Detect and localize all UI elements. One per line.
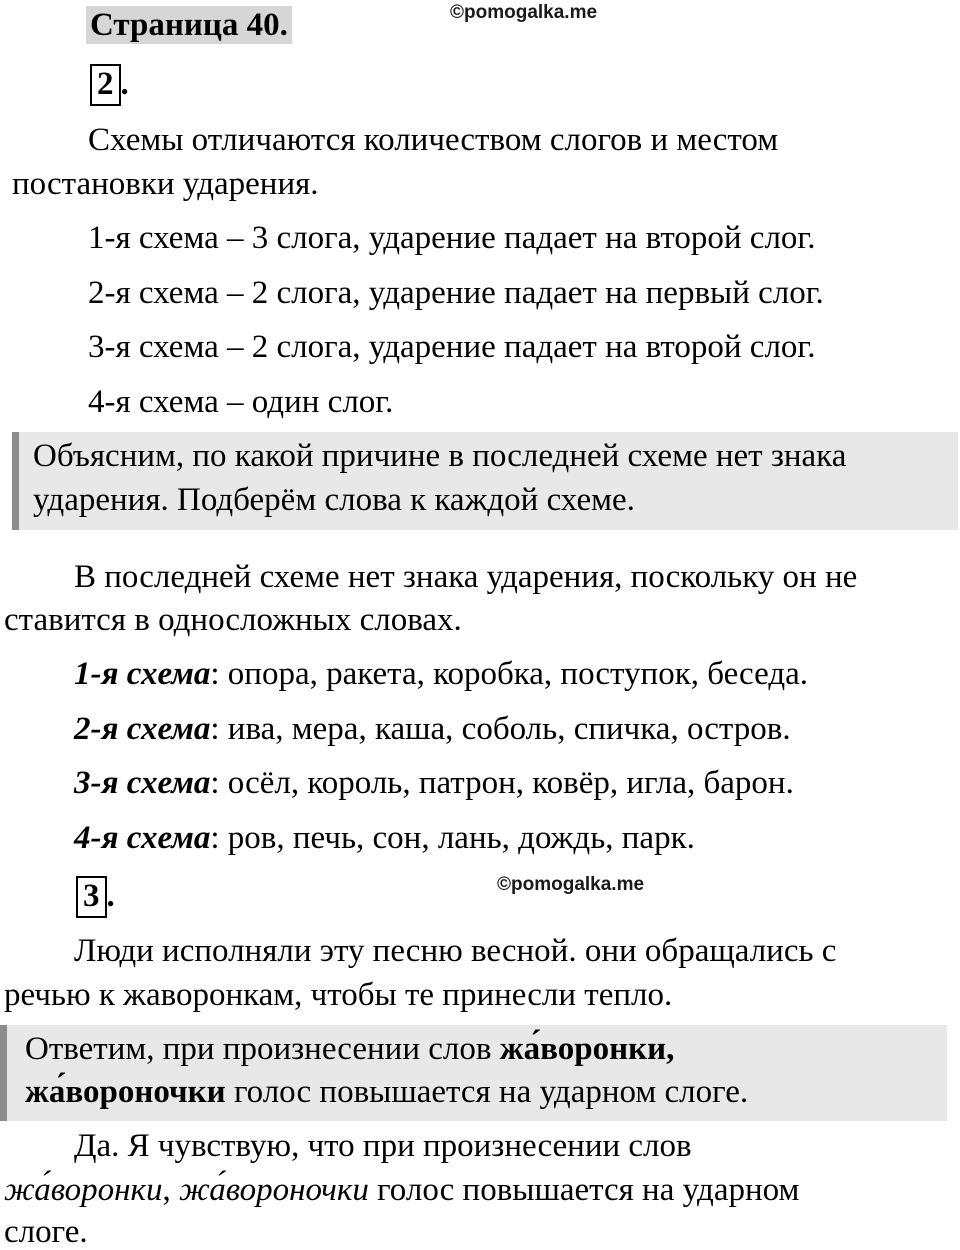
note-bold-word: жа́воронки, bbox=[499, 1031, 675, 1067]
answer-italic-word: жа́воронки bbox=[4, 1172, 163, 1208]
task-number-box: 2 bbox=[90, 64, 121, 106]
task2-intro-line2: постановки ударения. bbox=[12, 166, 319, 202]
note-bold-word: жа́вороночки bbox=[25, 1074, 226, 1110]
task-number-2: 2 . bbox=[90, 64, 129, 106]
scheme-line-3: 3-я схема – 2 слога, ударение падает на второй слог. bbox=[88, 329, 816, 365]
task3-text-line1: Люди исполняли эту песню весной. они обращались с bbox=[74, 933, 837, 969]
answer-text: , bbox=[162, 1172, 179, 1208]
example-line-3 bbox=[74, 767, 794, 800]
watermark: ©pomogalka.me bbox=[450, 2, 598, 23]
task3-note-line2 bbox=[25, 1076, 748, 1109]
task2-answer-line2: ставится в односложных словах. bbox=[4, 602, 462, 638]
task3-answer-line2 bbox=[4, 1174, 799, 1207]
example-line-2 bbox=[74, 713, 791, 746]
example-label: 4-я схема bbox=[74, 820, 211, 856]
scheme-line-2: 2-я схема – 2 слога, ударение падает на первый слог. bbox=[88, 275, 824, 311]
task3-answer-line3: слоге. bbox=[4, 1214, 88, 1250]
task2-note bbox=[12, 432, 958, 530]
task-number-box: 3 bbox=[76, 876, 107, 918]
task-number-3: 3 . bbox=[76, 876, 115, 918]
answer-italic-word: жа́вороночки bbox=[178, 1172, 369, 1208]
example-words: : опора, ракета, коробка, поступок, беседа. bbox=[210, 656, 808, 692]
example-words: : ива, мера, каша, соболь, спичка, остров. bbox=[210, 711, 791, 747]
scheme-line-1: 1-я схема – 3 слога, ударение падает на второй слог. bbox=[88, 220, 816, 256]
task3-note bbox=[0, 1025, 947, 1121]
example-label: 1-я схема bbox=[74, 656, 211, 692]
example-line-1 bbox=[74, 658, 808, 691]
example-label: 2-я схема bbox=[74, 711, 211, 747]
scheme-line-4: 4-я схема – один слог. bbox=[88, 384, 394, 420]
example-words: : ров, печь, сон, лань, дождь, парк. bbox=[210, 820, 695, 856]
example-line-4 bbox=[74, 822, 695, 855]
task2-answer-line1: В последней схеме нет знака ударения, поскольку он не bbox=[74, 559, 858, 595]
task3-answer-line1: Да. Я чувствую, что при произнесении слов bbox=[74, 1128, 692, 1164]
example-label: 3-я схема bbox=[74, 765, 211, 801]
task3-note-line1 bbox=[25, 1033, 674, 1066]
task3-text-line2: речью к жаворонкам, чтобы те принесли тепло. bbox=[4, 977, 673, 1013]
task2-intro-line1: Схемы отличаются количеством слогов и местом bbox=[88, 122, 779, 158]
answer-text: голос повышается на ударном bbox=[368, 1172, 800, 1208]
page-title: Страница 40. bbox=[86, 6, 292, 44]
note-text: голос повышается на ударном слоге. bbox=[225, 1074, 749, 1110]
example-words: : осёл, король, патрон, ковёр, игла, барон. bbox=[210, 765, 794, 801]
task2-note-line2: ударения. Подберём слова к каждой схеме. bbox=[33, 482, 635, 518]
task2-note-line1: Объясним, по какой причине в последней схеме нет знака bbox=[33, 438, 847, 474]
note-text: Ответим, при произнесении слов bbox=[25, 1031, 500, 1067]
watermark: ©pomogalka.me bbox=[497, 874, 645, 895]
